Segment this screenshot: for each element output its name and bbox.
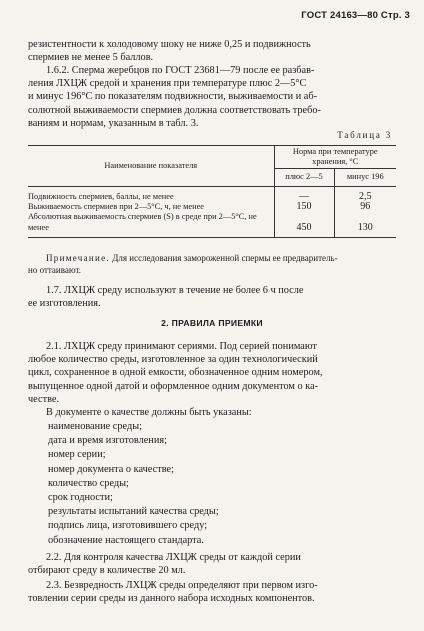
text-line: резистентности к холодовому шоку не ниже 0,25 и подвижность: [28, 39, 311, 50]
list-item: обозначение настоящего стандарта.: [48, 534, 204, 546]
table-note: [28, 253, 400, 276]
list-item: дата и время изготовления;: [48, 435, 167, 447]
list-item: наименование среды;: [48, 421, 142, 432]
text-line: 1.7. ЛХЦЖ среду используют в течение не более 6 ч после: [46, 285, 304, 296]
text-line: честве.: [28, 393, 60, 405]
table-row: [28, 202, 396, 212]
table-row: [28, 212, 396, 237]
text-line: товлении серии среды из данного набора исходных компонентов.: [28, 593, 315, 605]
text-line: 2.1. ЛХЦЖ среду принимают сериями. Под серией понимают: [46, 341, 317, 352]
text-line: спермиев не менее 5 баллов.: [28, 52, 154, 64]
doc-items-list: [48, 420, 219, 548]
text-line: 1.6.2. Сперма жеребцов по ГОСТ 23681—79 после ее разбав-: [46, 65, 315, 76]
list-item: подпись лица, изготовившего среду;: [48, 520, 208, 532]
text-line: солютной выживаемости спермиев должна соответствовать требо-: [28, 104, 321, 116]
table-caption: Таблица 3: [337, 130, 392, 140]
paragraph-2-3: [28, 579, 400, 605]
column-header-plus: плюс 2—5: [274, 168, 334, 186]
row-value-minus: 96: [360, 201, 371, 213]
row-value-plus: 450: [274, 212, 334, 237]
note-text-cont: но оттаивают.: [28, 264, 81, 275]
paragraph-continuation: [28, 38, 400, 64]
row-value-plus: —: [274, 187, 334, 203]
row-value-minus: 2,5: [359, 191, 372, 202]
text-line: 2.2. Для контроля качества ЛХЦЖ среды от каждой серии: [46, 552, 301, 563]
page-header: ГОСТ 24163—80 Стр. 3: [301, 10, 410, 21]
table-row: [28, 187, 396, 203]
section-heading: 2. ПРАВИЛА ПРИЕМКИ: [161, 318, 263, 328]
list-item: номер серии;: [48, 449, 106, 461]
paragraph-2-1: [28, 340, 400, 406]
note-text: Для исследования замороженной спермы ее предваритель-: [112, 253, 338, 263]
row-name: Выживаемость спермиев при 2—5°С, ч, не менее: [28, 202, 274, 212]
text-line: выпущенное одной датой и оформленное одним документом о ка-: [28, 380, 319, 392]
text-line: ления ЛХЦЖ средой и хранения при температуре плюс 2—5°С: [28, 78, 307, 90]
text-line: ваниям и нормам, указанным в табл. 3.: [28, 117, 199, 129]
norms-table: [28, 145, 396, 238]
list-item: номер документа о качестве;: [48, 463, 174, 475]
row-name: Подвижность спермиев, баллы, не менее: [28, 187, 274, 203]
row-value-plus: 150: [274, 202, 334, 212]
text-line: отбирают среду в количестве 20 мл.: [28, 565, 186, 577]
doc-intro: В документе о качестве должны быть указаны:: [46, 407, 252, 418]
text-line: цикл, сохраненное в одной емкости, обозначенное одним номером,: [28, 367, 323, 379]
list-item: количество среды;: [48, 477, 129, 489]
row-value-minus: 130: [334, 212, 396, 237]
column-header-name: Наименование показателя: [28, 146, 274, 187]
text-line: ее изготовления.: [28, 298, 101, 310]
list-item: результаты испытаний качества среды;: [48, 506, 219, 518]
row-name: Абсолютная выживаемость спермиев (S) в среде при 2—5°С, не менее: [28, 212, 274, 237]
paragraph-2-2: [28, 551, 400, 577]
column-header-minus: минус 196: [334, 168, 396, 186]
paragraph-1-7: [28, 284, 400, 310]
paragraph-1-6-2: [28, 64, 400, 130]
column-header-group: Норма при температуре хранения, °С: [274, 146, 396, 169]
text-line: и минус 196°С по показателям подвижности, выживаемости и аб-: [28, 91, 318, 103]
text-line: 2.3. Безвредность ЛХЦЖ среды определяют при первом изго-: [46, 580, 318, 591]
text-line: любое количество среды, изготовленное за один технологический: [28, 354, 318, 366]
note-label: Примечание.: [46, 253, 110, 263]
list-item: срок годности;: [48, 492, 113, 504]
